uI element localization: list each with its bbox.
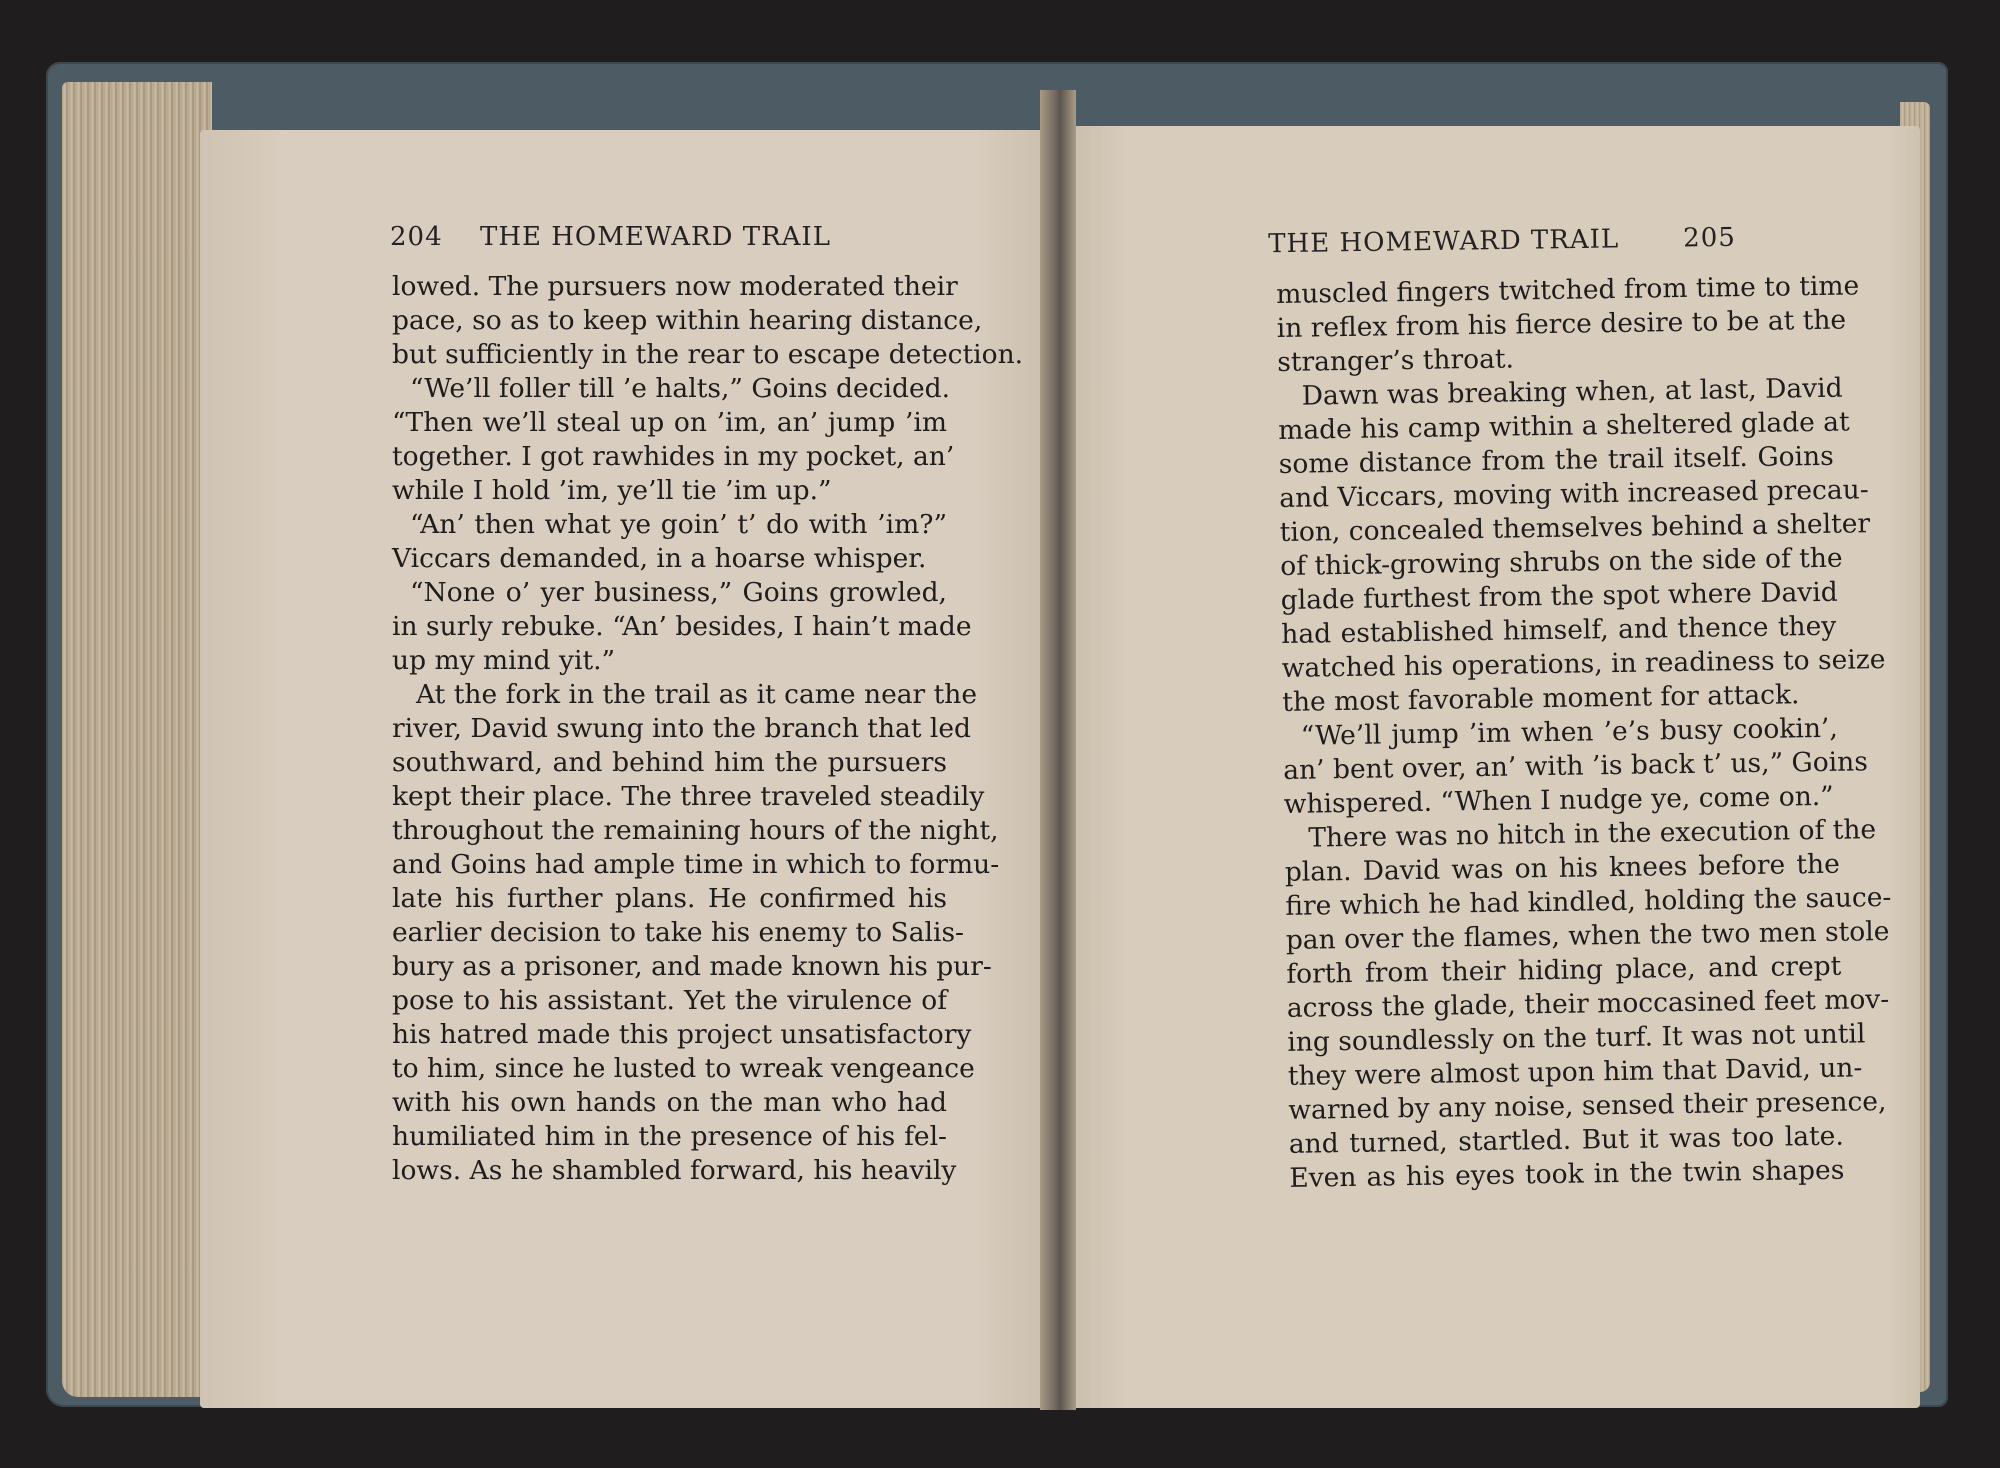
text-line: but sufficiently in the rear to escape detection. xyxy=(392,339,1024,370)
text-line: ing soundlessly on the turf. It was not until xyxy=(1287,1018,1866,1058)
text-line: and turned, startled. But it was too late. xyxy=(1288,1120,1845,1160)
text-line: the most favorable moment for attack. xyxy=(1282,679,1800,718)
text-line: whispered. “When I nudge ye, come on.” xyxy=(1283,780,1834,820)
text-line: an’ bent over, an’ with ’is back t’ us,” Goins xyxy=(1283,746,1869,786)
right-page-number: 205 xyxy=(1682,222,1737,254)
text-line: in surly rebuke. “An’ besides, I hain’t made xyxy=(392,611,972,642)
text-line: earlier decision to take his enemy to Salis- xyxy=(392,917,965,948)
text-line: “Then we’ll steal up on ’im, an’ jump ’im xyxy=(392,407,947,438)
right-page-header xyxy=(1268,222,1738,260)
page-edges-left xyxy=(62,82,212,1397)
text-line: southward, and behind him the pursuers xyxy=(392,747,947,778)
text-line: his hatred made this project unsatisfactory xyxy=(392,1019,972,1050)
text-line: they were almost upon him that David, un- xyxy=(1287,1052,1863,1092)
text-line: had established himself, and thence they xyxy=(1281,610,1837,650)
text-line: “We’ll foller till ’e halts,” Goins decided. xyxy=(410,373,951,404)
left-page-number: 204 xyxy=(390,222,443,252)
text-line: late his further plans. He confirmed his xyxy=(392,883,947,914)
text-line: lows. As he shambled forward, his heavily xyxy=(392,1155,957,1186)
text-line: pose to his assistant. Yet the virulence of xyxy=(392,985,947,1016)
text-line: glade furthest from the spot where David xyxy=(1280,576,1838,616)
left-running-title: THE HOMEWARD TRAIL xyxy=(480,222,831,252)
text-line: in reflex from his fierce desire to be at the xyxy=(1276,304,1847,344)
text-line: of thick-growing shrubs on the side of the xyxy=(1280,542,1843,582)
text-line: to him, since he lusted to wreak vengeance xyxy=(392,1053,975,1084)
right-page xyxy=(1058,126,1920,1408)
text-line: while I hold ’im, ye’ll tie ’im up.” xyxy=(392,475,832,506)
text-line: Viccars demanded, in a hoarse whisper. xyxy=(392,543,927,574)
text-line: Dawn was breaking when, at last, David xyxy=(1301,372,1843,412)
text-line: “None o’ yer business,” Goins growled, xyxy=(410,577,947,608)
text-line: lowed. The pursuers now moderated their xyxy=(392,271,958,302)
left-page-text xyxy=(392,270,1024,1188)
text-line: up my mind yit.” xyxy=(392,645,616,676)
text-line: stranger’s throat. xyxy=(1277,343,1515,378)
text-line: At the fork in the trail as it came near the xyxy=(416,679,978,710)
text-line: muscled fingers twitched from time to time xyxy=(1276,270,1860,310)
text-line: together. I got rawhides in my pocket, an’ xyxy=(392,441,955,472)
text-line: and Viccars, moving with increased precau- xyxy=(1279,474,1869,514)
text-line: humiliated him in the presence of his fel- xyxy=(392,1121,947,1152)
text-line: fire which he had kindled, holding the sauce- xyxy=(1285,881,1892,922)
text-line: throughout the remaining hours of the night, xyxy=(392,815,999,846)
text-line: pace, so as to keep within hearing distance, xyxy=(392,305,983,336)
text-line: There was no hitch in the execution of the xyxy=(1308,814,1877,854)
text-line: across the glade, their moccasined feet mov- xyxy=(1286,983,1890,1024)
text-line: and Goins had ample time in which to formu- xyxy=(392,849,1000,880)
text-line: “An’ then what ye goin’ t’ do with ’im?” xyxy=(410,509,947,540)
right-page-text xyxy=(1276,270,1892,1196)
text-line: forth from their hiding place, and crept xyxy=(1286,950,1842,990)
left-page xyxy=(200,130,1060,1408)
right-running-title: THE HOMEWARD TRAIL xyxy=(1268,224,1620,260)
book-gutter xyxy=(1040,90,1076,1410)
text-line: plan. David was on his knees before the xyxy=(1284,848,1840,888)
text-line: warned by any noise, sensed their presence, xyxy=(1288,1086,1887,1126)
text-line: bury as a prisoner, and made known his pur- xyxy=(392,951,992,982)
text-line: pan over the flames, when the two men stole xyxy=(1285,915,1890,956)
text-line: tion, concealed themselves behind a shelter xyxy=(1279,508,1871,548)
text-line: kept their place. The three traveled steadily xyxy=(392,781,985,812)
text-line: made his camp within a sheltered glade at xyxy=(1278,406,1850,446)
text-line: Even as his eyes took in the twin shapes xyxy=(1289,1154,1845,1194)
text-line: “We’ll jump ’im when ’e’s busy cookin’, xyxy=(1300,712,1838,752)
text-line: with his own hands on the man who had xyxy=(392,1087,947,1118)
text-line: river, David swung into the branch that led xyxy=(392,713,972,744)
text-line: watched his operations, in readiness to seize xyxy=(1281,644,1886,684)
text-line: some distance from the trail itself. Goins xyxy=(1278,440,1834,480)
